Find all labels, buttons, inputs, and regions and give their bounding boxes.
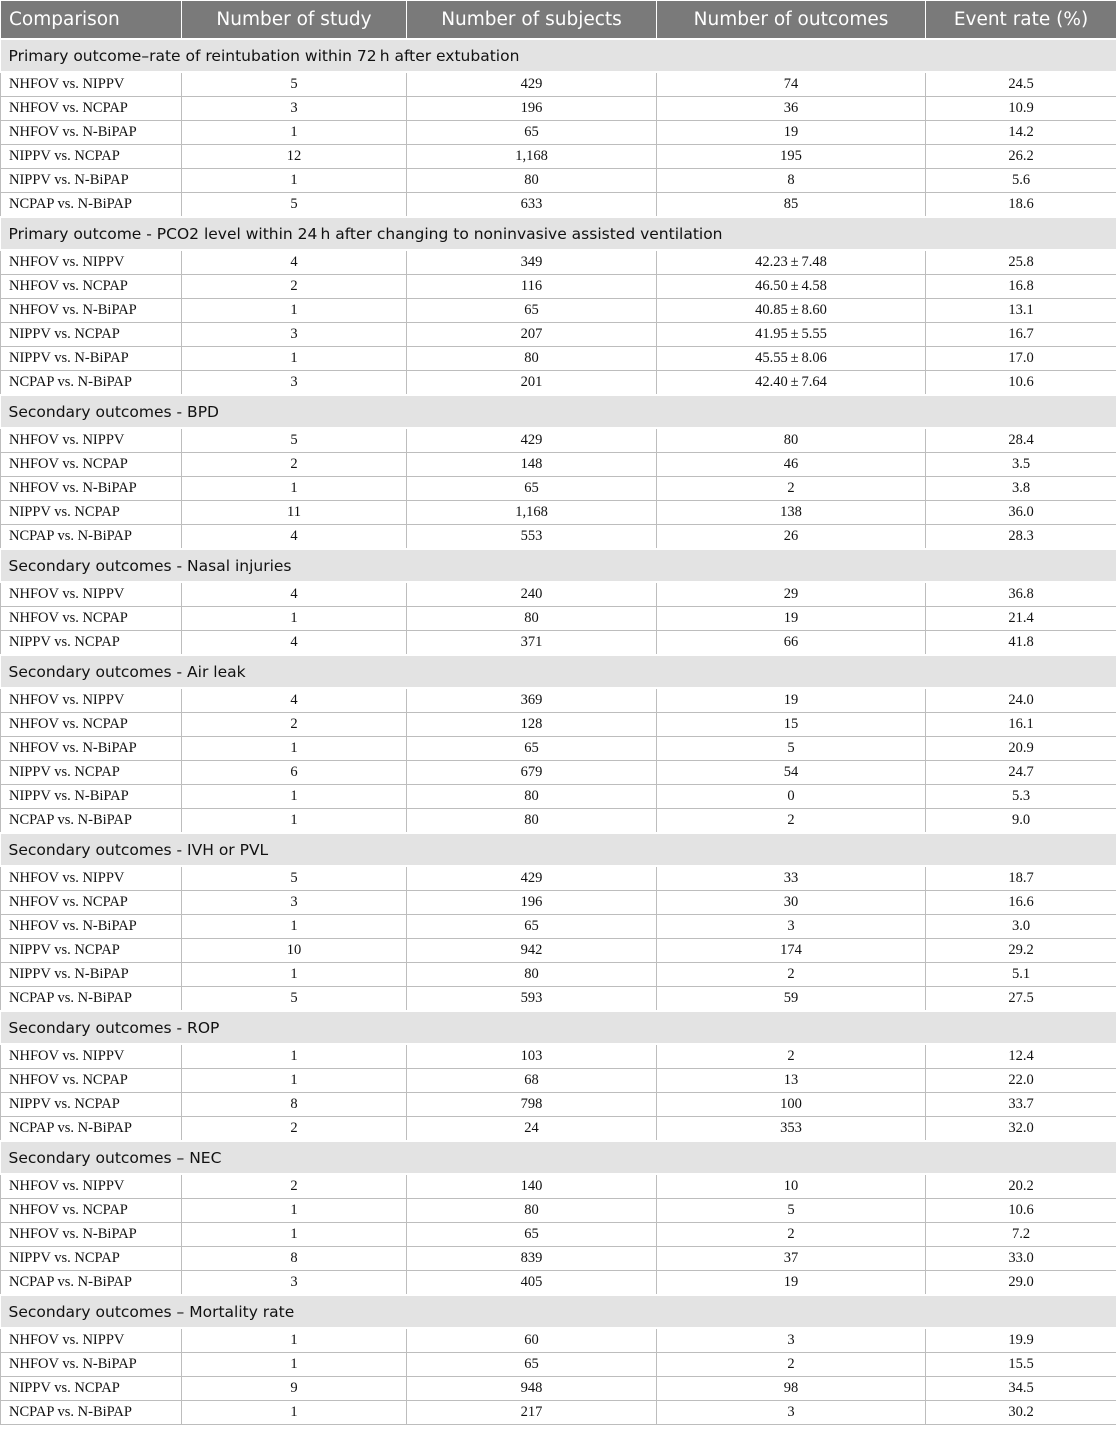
cell-number-of-subjects: 128: [407, 713, 657, 737]
section-title: Secondary outcomes - BPD: [1, 395, 1116, 428]
cell-event-rate: 10.6: [926, 371, 1116, 396]
cell-number-of-subjects: 633: [407, 193, 657, 218]
cell-number-of-outcomes: 80: [657, 428, 926, 453]
header-event-rate: Event rate (%): [926, 1, 1116, 40]
cell-event-rate: 16.6: [926, 891, 1116, 915]
cell-number-of-study: 4: [182, 631, 407, 656]
cell-comparison: NCPAP vs. N-BiPAP: [1, 809, 182, 834]
cell-number-of-study: 5: [182, 866, 407, 891]
table-row: [1, 737, 1116, 761]
cell-event-rate: 36.0: [926, 501, 1116, 525]
cell-number-of-subjects: 80: [407, 169, 657, 193]
cell-number-of-subjects: 429: [407, 866, 657, 891]
section-title: Secondary outcomes - ROP: [1, 1011, 1116, 1044]
cell-number-of-outcomes: 195: [657, 145, 926, 169]
cell-number-of-subjects: 80: [407, 963, 657, 987]
cell-number-of-outcomes: 2: [657, 1353, 926, 1377]
cell-number-of-subjects: 201: [407, 371, 657, 396]
cell-comparison: NHFOV vs. N-BiPAP: [1, 299, 182, 323]
cell-number-of-outcomes: 33: [657, 866, 926, 891]
cell-event-rate: 10.9: [926, 97, 1116, 121]
cell-number-of-study: 6: [182, 761, 407, 785]
cell-event-rate: 19.9: [926, 1328, 1116, 1353]
cell-event-rate: 24.7: [926, 761, 1116, 785]
cell-number-of-subjects: 80: [407, 809, 657, 834]
cell-event-rate: 29.0: [926, 1271, 1116, 1296]
cell-number-of-outcomes: 45.55 ± 8.06: [657, 347, 926, 371]
cell-comparison: NHFOV vs. NIPPV: [1, 1044, 182, 1069]
cell-number-of-subjects: 207: [407, 323, 657, 347]
table-row: [1, 631, 1116, 656]
cell-event-rate: 3.5: [926, 453, 1116, 477]
cell-number-of-study: 4: [182, 582, 407, 607]
cell-number-of-study: 5: [182, 72, 407, 97]
cell-event-rate: 16.1: [926, 713, 1116, 737]
cell-number-of-outcomes: 54: [657, 761, 926, 785]
cell-event-rate: 22.0: [926, 1069, 1116, 1093]
cell-number-of-study: 1: [182, 809, 407, 834]
cell-comparison: NIPPV vs. NCPAP: [1, 939, 182, 963]
cell-number-of-subjects: 196: [407, 891, 657, 915]
table-row: [1, 1247, 1116, 1271]
table-row: [1, 453, 1116, 477]
cell-number-of-outcomes: 46: [657, 453, 926, 477]
cell-comparison: NCPAP vs. N-BiPAP: [1, 987, 182, 1012]
cell-number-of-subjects: 80: [407, 1199, 657, 1223]
cell-event-rate: 20.9: [926, 737, 1116, 761]
table-row: [1, 1353, 1116, 1377]
cell-number-of-subjects: 240: [407, 582, 657, 607]
cell-event-rate: 3.0: [926, 915, 1116, 939]
cell-number-of-outcomes: 85: [657, 193, 926, 218]
cell-number-of-study: 10: [182, 939, 407, 963]
cell-comparison: NIPPV vs. NCPAP: [1, 1377, 182, 1401]
cell-comparison: NIPPV vs. NCPAP: [1, 1093, 182, 1117]
cell-event-rate: 14.2: [926, 121, 1116, 145]
cell-number-of-outcomes: 8: [657, 169, 926, 193]
cell-event-rate: 18.7: [926, 866, 1116, 891]
header-number-of-outcomes: Number of outcomes: [657, 1, 926, 40]
cell-number-of-subjects: 68: [407, 1069, 657, 1093]
cell-comparison: NHFOV vs. N-BiPAP: [1, 1353, 182, 1377]
cell-comparison: NHFOV vs. NIPPV: [1, 428, 182, 453]
cell-comparison: NHFOV vs. NCPAP: [1, 1069, 182, 1093]
header-number-of-study: Number of study: [182, 1, 407, 40]
cell-event-rate: 16.7: [926, 323, 1116, 347]
section-row: [1, 833, 1116, 866]
cell-number-of-subjects: 116: [407, 275, 657, 299]
cell-event-rate: 33.0: [926, 1247, 1116, 1271]
header-number-of-subjects: Number of subjects: [407, 1, 657, 40]
section-title: Secondary outcomes - Nasal injuries: [1, 549, 1116, 582]
cell-event-rate: 15.5: [926, 1353, 1116, 1377]
cell-comparison: NHFOV vs. NCPAP: [1, 891, 182, 915]
cell-event-rate: 28.4: [926, 428, 1116, 453]
cell-number-of-outcomes: 74: [657, 72, 926, 97]
cell-number-of-outcomes: 5: [657, 1199, 926, 1223]
section-title: Secondary outcomes - Air leak: [1, 655, 1116, 688]
cell-number-of-study: 1: [182, 1044, 407, 1069]
cell-number-of-outcomes: 40.85 ± 8.60: [657, 299, 926, 323]
cell-number-of-subjects: 65: [407, 1353, 657, 1377]
cell-number-of-study: 1: [182, 1328, 407, 1353]
cell-number-of-outcomes: 26: [657, 525, 926, 550]
cell-event-rate: 5.1: [926, 963, 1116, 987]
cell-number-of-subjects: 60: [407, 1328, 657, 1353]
cell-number-of-study: 1: [182, 1199, 407, 1223]
cell-number-of-subjects: 24: [407, 1117, 657, 1142]
section-row: [1, 217, 1116, 250]
cell-comparison: NHFOV vs. NIPPV: [1, 582, 182, 607]
cell-number-of-outcomes: 2: [657, 809, 926, 834]
cell-number-of-study: 4: [182, 525, 407, 550]
cell-comparison: NIPPV vs. NCPAP: [1, 761, 182, 785]
cell-event-rate: 18.6: [926, 193, 1116, 218]
cell-number-of-outcomes: 19: [657, 688, 926, 713]
table-row: [1, 1223, 1116, 1247]
cell-event-rate: 7.2: [926, 1223, 1116, 1247]
header-comparison: Comparison: [1, 1, 182, 40]
cell-number-of-study: 4: [182, 250, 407, 275]
cell-number-of-subjects: 140: [407, 1174, 657, 1199]
cell-number-of-subjects: 679: [407, 761, 657, 785]
cell-number-of-outcomes: 10: [657, 1174, 926, 1199]
table-row: [1, 1044, 1116, 1069]
cell-number-of-outcomes: 30: [657, 891, 926, 915]
cell-event-rate: 25.8: [926, 250, 1116, 275]
cell-event-rate: 10.6: [926, 1199, 1116, 1223]
cell-number-of-outcomes: 2: [657, 1044, 926, 1069]
cell-number-of-outcomes: 37: [657, 1247, 926, 1271]
section-row: [1, 1011, 1116, 1044]
cell-number-of-study: 1: [182, 1069, 407, 1093]
cell-comparison: NHFOV vs. N-BiPAP: [1, 477, 182, 501]
cell-number-of-study: 2: [182, 1117, 407, 1142]
section-row: [1, 1295, 1116, 1328]
cell-number-of-outcomes: 19: [657, 121, 926, 145]
cell-number-of-subjects: 65: [407, 477, 657, 501]
cell-number-of-outcomes: 0: [657, 785, 926, 809]
cell-comparison: NHFOV vs. N-BiPAP: [1, 737, 182, 761]
cell-number-of-outcomes: 5: [657, 737, 926, 761]
cell-number-of-outcomes: 66: [657, 631, 926, 656]
cell-comparison: NIPPV vs. N-BiPAP: [1, 963, 182, 987]
cell-event-rate: 21.4: [926, 607, 1116, 631]
cell-number-of-study: 1: [182, 1401, 407, 1425]
cell-number-of-study: 1: [182, 1353, 407, 1377]
cell-number-of-study: 9: [182, 1377, 407, 1401]
table-row: [1, 275, 1116, 299]
cell-number-of-outcomes: 42.40 ± 7.64: [657, 371, 926, 396]
cell-number-of-subjects: 371: [407, 631, 657, 656]
table-row: [1, 761, 1116, 785]
cell-number-of-subjects: 65: [407, 121, 657, 145]
cell-comparison: NIPPV vs. N-BiPAP: [1, 347, 182, 371]
cell-event-rate: 12.4: [926, 1044, 1116, 1069]
cell-number-of-outcomes: 59: [657, 987, 926, 1012]
cell-number-of-subjects: 103: [407, 1044, 657, 1069]
cell-number-of-study: 1: [182, 477, 407, 501]
cell-number-of-study: 12: [182, 145, 407, 169]
cell-number-of-subjects: 798: [407, 1093, 657, 1117]
cell-comparison: NIPPV vs. NCPAP: [1, 501, 182, 525]
cell-comparison: NCPAP vs. N-BiPAP: [1, 525, 182, 550]
cell-number-of-outcomes: 353: [657, 1117, 926, 1142]
cell-number-of-study: 8: [182, 1247, 407, 1271]
cell-number-of-study: 1: [182, 169, 407, 193]
table-row: [1, 915, 1116, 939]
table-row: [1, 72, 1116, 97]
cell-event-rate: 29.2: [926, 939, 1116, 963]
cell-event-rate: 24.0: [926, 688, 1116, 713]
cell-event-rate: 36.8: [926, 582, 1116, 607]
table-row: [1, 371, 1116, 396]
cell-number-of-outcomes: 41.95 ± 5.55: [657, 323, 926, 347]
cell-event-rate: 5.3: [926, 785, 1116, 809]
table-body: [1, 39, 1116, 1425]
table-row: [1, 428, 1116, 453]
cell-number-of-outcomes: 2: [657, 477, 926, 501]
cell-event-rate: 17.0: [926, 347, 1116, 371]
cell-number-of-outcomes: 46.50 ± 4.58: [657, 275, 926, 299]
cell-event-rate: 5.6: [926, 169, 1116, 193]
cell-number-of-study: 1: [182, 607, 407, 631]
cell-comparison: NHFOV vs. NCPAP: [1, 97, 182, 121]
table-row: [1, 1093, 1116, 1117]
cell-number-of-study: 1: [182, 737, 407, 761]
cell-number-of-study: 1: [182, 963, 407, 987]
cell-comparison: NIPPV vs. NCPAP: [1, 1247, 182, 1271]
section-title: Secondary outcomes - IVH or PVL: [1, 833, 1116, 866]
cell-comparison: NIPPV vs. N-BiPAP: [1, 785, 182, 809]
cell-number-of-subjects: 80: [407, 607, 657, 631]
cell-number-of-outcomes: 3: [657, 1328, 926, 1353]
cell-number-of-outcomes: 19: [657, 1271, 926, 1296]
cell-number-of-outcomes: 15: [657, 713, 926, 737]
cell-number-of-study: 1: [182, 1223, 407, 1247]
cell-event-rate: 20.2: [926, 1174, 1116, 1199]
cell-number-of-outcomes: 13: [657, 1069, 926, 1093]
cell-number-of-subjects: 217: [407, 1401, 657, 1425]
cell-number-of-study: 1: [182, 299, 407, 323]
table-row: [1, 785, 1116, 809]
section-row: [1, 655, 1116, 688]
table-row: [1, 525, 1116, 550]
cell-event-rate: 30.2: [926, 1401, 1116, 1425]
section-row: [1, 395, 1116, 428]
section-title: Primary outcome - PCO2 level within 24 h after changing to noninvasive assisted ventilation: [1, 217, 1116, 250]
cell-number-of-outcomes: 3: [657, 915, 926, 939]
table-row: [1, 891, 1116, 915]
cell-number-of-subjects: 65: [407, 1223, 657, 1247]
cell-comparison: NCPAP vs. N-BiPAP: [1, 1117, 182, 1142]
cell-number-of-subjects: 429: [407, 72, 657, 97]
cell-event-rate: 27.5: [926, 987, 1116, 1012]
cell-comparison: NCPAP vs. N-BiPAP: [1, 1271, 182, 1296]
cell-number-of-subjects: 65: [407, 915, 657, 939]
cell-event-rate: 16.8: [926, 275, 1116, 299]
table-row: [1, 713, 1116, 737]
cell-number-of-subjects: 942: [407, 939, 657, 963]
cell-number-of-subjects: 148: [407, 453, 657, 477]
cell-number-of-study: 5: [182, 193, 407, 218]
table-row: [1, 1174, 1116, 1199]
table-row: [1, 607, 1116, 631]
cell-number-of-study: 2: [182, 275, 407, 299]
cell-comparison: NIPPV vs. NCPAP: [1, 145, 182, 169]
cell-comparison: NHFOV vs. NIPPV: [1, 1174, 182, 1199]
cell-number-of-study: 1: [182, 915, 407, 939]
cell-number-of-subjects: 349: [407, 250, 657, 275]
cell-number-of-study: 3: [182, 97, 407, 121]
table-row: [1, 477, 1116, 501]
cell-number-of-study: 8: [182, 1093, 407, 1117]
cell-number-of-subjects: 80: [407, 785, 657, 809]
cell-number-of-subjects: 65: [407, 737, 657, 761]
cell-number-of-study: 2: [182, 713, 407, 737]
cell-number-of-outcomes: 19: [657, 607, 926, 631]
cell-comparison: NHFOV vs. NIPPV: [1, 866, 182, 891]
table-row: [1, 145, 1116, 169]
cell-comparison: NHFOV vs. N-BiPAP: [1, 121, 182, 145]
cell-number-of-outcomes: 2: [657, 963, 926, 987]
section-row: [1, 39, 1116, 72]
section-title: Secondary outcomes – Mortality rate: [1, 1295, 1116, 1328]
table-row: [1, 1117, 1116, 1142]
cell-event-rate: 9.0: [926, 809, 1116, 834]
cell-number-of-study: 11: [182, 501, 407, 525]
cell-number-of-study: 1: [182, 121, 407, 145]
cell-number-of-outcomes: 36: [657, 97, 926, 121]
cell-comparison: NIPPV vs. NCPAP: [1, 631, 182, 656]
table-row: [1, 1271, 1116, 1296]
section-title: Secondary outcomes – NEC: [1, 1141, 1116, 1174]
cell-number-of-subjects: 369: [407, 688, 657, 713]
table-row: [1, 809, 1116, 834]
header-row: [1, 1, 1116, 40]
cell-comparison: NCPAP vs. N-BiPAP: [1, 1401, 182, 1425]
table-row: [1, 121, 1116, 145]
table-row: [1, 963, 1116, 987]
cell-number-of-study: 2: [182, 1174, 407, 1199]
table-row: [1, 347, 1116, 371]
cell-number-of-subjects: 593: [407, 987, 657, 1012]
cell-event-rate: 41.8: [926, 631, 1116, 656]
cell-number-of-subjects: 839: [407, 1247, 657, 1271]
table-row: [1, 1069, 1116, 1093]
cell-number-of-outcomes: 138: [657, 501, 926, 525]
table-row: [1, 193, 1116, 218]
cell-comparison: NHFOV vs. NCPAP: [1, 1199, 182, 1223]
table-row: [1, 299, 1116, 323]
table-row: [1, 688, 1116, 713]
table-row: [1, 866, 1116, 891]
cell-comparison: NHFOV vs. NCPAP: [1, 713, 182, 737]
cell-number-of-study: 5: [182, 428, 407, 453]
table-row: [1, 1199, 1116, 1223]
cell-number-of-study: 4: [182, 688, 407, 713]
cell-number-of-outcomes: 98: [657, 1377, 926, 1401]
cell-event-rate: 28.3: [926, 525, 1116, 550]
cell-number-of-subjects: 405: [407, 1271, 657, 1296]
cell-comparison: NHFOV vs. NIPPV: [1, 72, 182, 97]
cell-comparison: NIPPV vs. N-BiPAP: [1, 169, 182, 193]
cell-number-of-subjects: 80: [407, 347, 657, 371]
cell-event-rate: 3.8: [926, 477, 1116, 501]
cell-comparison: NHFOV vs. NIPPV: [1, 1328, 182, 1353]
cell-number-of-outcomes: 174: [657, 939, 926, 963]
cell-event-rate: 24.5: [926, 72, 1116, 97]
cell-number-of-study: 3: [182, 371, 407, 396]
table-row: [1, 97, 1116, 121]
cell-comparison: NHFOV vs. NIPPV: [1, 688, 182, 713]
table-row: [1, 169, 1116, 193]
section-row: [1, 549, 1116, 582]
cell-number-of-outcomes: 2: [657, 1223, 926, 1247]
cell-comparison: NHFOV vs. NCPAP: [1, 453, 182, 477]
cell-comparison: NCPAP vs. N-BiPAP: [1, 371, 182, 396]
cell-number-of-study: 1: [182, 347, 407, 371]
cell-comparison: NHFOV vs. NCPAP: [1, 607, 182, 631]
table-row: [1, 1328, 1116, 1353]
cell-event-rate: 33.7: [926, 1093, 1116, 1117]
cell-number-of-subjects: 553: [407, 525, 657, 550]
section-title: Primary outcome–rate of reintubation within 72 h after extubation: [1, 39, 1116, 72]
cell-number-of-subjects: 1,168: [407, 145, 657, 169]
cell-comparison: NHFOV vs. N-BiPAP: [1, 1223, 182, 1247]
cell-number-of-outcomes: 29: [657, 582, 926, 607]
cell-number-of-subjects: 1,168: [407, 501, 657, 525]
cell-number-of-study: 5: [182, 987, 407, 1012]
cell-number-of-subjects: 429: [407, 428, 657, 453]
cell-comparison: NHFOV vs. NCPAP: [1, 275, 182, 299]
cell-event-rate: 13.1: [926, 299, 1116, 323]
cell-number-of-study: 1: [182, 785, 407, 809]
table-row: [1, 323, 1116, 347]
cell-comparison: NHFOV vs. N-BiPAP: [1, 915, 182, 939]
cell-number-of-study: 3: [182, 323, 407, 347]
table-row: [1, 1401, 1116, 1425]
table-row: [1, 987, 1116, 1012]
cell-number-of-outcomes: 42.23 ± 7.48: [657, 250, 926, 275]
table-row: [1, 1377, 1116, 1401]
table-row: [1, 501, 1116, 525]
cell-number-of-subjects: 65: [407, 299, 657, 323]
table-header: [1, 1, 1116, 40]
cell-number-of-study: 3: [182, 891, 407, 915]
table-row: [1, 250, 1116, 275]
table-row: [1, 939, 1116, 963]
cell-number-of-study: 3: [182, 1271, 407, 1296]
cell-comparison: NCPAP vs. N-BiPAP: [1, 193, 182, 218]
table-row: [1, 582, 1116, 607]
section-row: [1, 1141, 1116, 1174]
cell-number-of-subjects: 196: [407, 97, 657, 121]
cell-number-of-study: 2: [182, 453, 407, 477]
cell-number-of-outcomes: 100: [657, 1093, 926, 1117]
cell-comparison: NHFOV vs. NIPPV: [1, 250, 182, 275]
cell-event-rate: 34.5: [926, 1377, 1116, 1401]
cell-event-rate: 32.0: [926, 1117, 1116, 1142]
cell-number-of-outcomes: 3: [657, 1401, 926, 1425]
cell-comparison: NIPPV vs. NCPAP: [1, 323, 182, 347]
cell-event-rate: 26.2: [926, 145, 1116, 169]
cell-number-of-subjects: 948: [407, 1377, 657, 1401]
